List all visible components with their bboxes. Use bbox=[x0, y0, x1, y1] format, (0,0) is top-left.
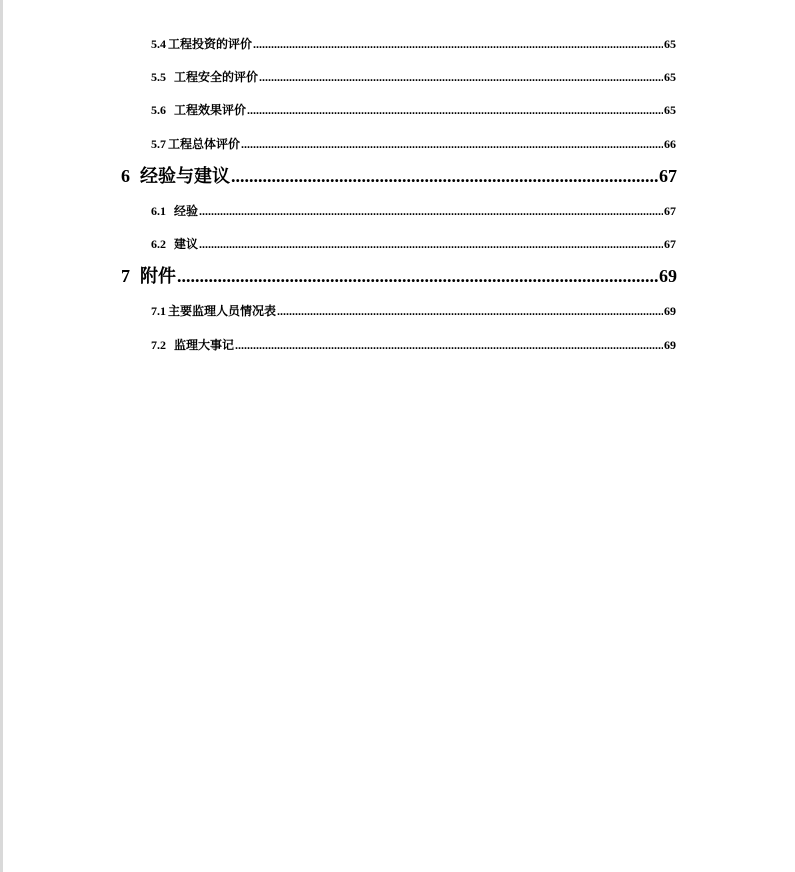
toc-entry-number: 5.6 bbox=[151, 103, 166, 117]
toc-chapter-page: 69 bbox=[659, 266, 677, 286]
toc-entry-page: 69 bbox=[664, 338, 676, 352]
dot-leader bbox=[235, 338, 663, 352]
toc-entry-5-5[interactable] bbox=[151, 70, 676, 84]
dot-leader bbox=[199, 204, 663, 218]
toc-entry-page: 65 bbox=[664, 103, 676, 117]
toc-chapter-title: 经验与建议 bbox=[140, 166, 230, 186]
toc-entry-5-6[interactable] bbox=[151, 103, 676, 117]
toc-entry-page: 66 bbox=[664, 137, 676, 151]
dot-leader bbox=[253, 37, 663, 51]
toc-entry-page: 67 bbox=[664, 237, 676, 251]
toc-entry-7-2[interactable] bbox=[151, 338, 676, 352]
toc-entry-number: 5.5 bbox=[151, 70, 166, 84]
toc-entry-number: 5.7 bbox=[151, 137, 166, 151]
toc-entry-6-1[interactable] bbox=[151, 204, 676, 218]
toc-entry-title: 经验 bbox=[174, 204, 199, 218]
dot-leader bbox=[259, 70, 663, 84]
toc-entry-5-7[interactable] bbox=[151, 137, 676, 151]
toc-entry-title: 工程安全的评价 bbox=[174, 70, 259, 84]
toc-entry-number: 7.2 bbox=[151, 338, 166, 352]
toc-entry-title: 工程投资的评价 bbox=[168, 37, 253, 51]
toc-entry-title: 监理大事记 bbox=[174, 338, 235, 352]
toc-chapter-number: 6 bbox=[121, 166, 130, 186]
dot-leader bbox=[199, 237, 663, 251]
dot-leader bbox=[177, 265, 658, 287]
toc-entry-5-4[interactable] bbox=[151, 37, 676, 51]
dot-leader bbox=[231, 165, 658, 187]
toc-chapter-number: 7 bbox=[121, 266, 130, 286]
toc-chapter-page: 67 bbox=[659, 166, 677, 186]
toc-entry-number: 5.4 bbox=[151, 37, 166, 51]
toc-entry-number: 6.1 bbox=[151, 204, 166, 218]
toc-entry-6-2[interactable] bbox=[151, 237, 676, 251]
toc-chapter-title: 附件 bbox=[140, 266, 176, 286]
toc-entry-title: 主要监理人员情况表 bbox=[168, 304, 277, 318]
toc-entry-title: 工程总体评价 bbox=[168, 137, 241, 151]
toc-entry-page: 65 bbox=[664, 37, 676, 51]
toc-entry-page: 67 bbox=[664, 204, 676, 218]
toc-entry-title: 建议 bbox=[174, 237, 199, 251]
toc-entry-page: 69 bbox=[664, 304, 676, 318]
dot-leader bbox=[241, 137, 663, 151]
dot-leader bbox=[277, 304, 663, 318]
toc-entry-number: 7.1 bbox=[151, 304, 166, 318]
toc-chapter-7[interactable] bbox=[121, 265, 677, 287]
toc-entry-number: 6.2 bbox=[151, 237, 166, 251]
toc-entry-page: 65 bbox=[664, 70, 676, 84]
toc-entry-title: 工程效果评价 bbox=[174, 103, 247, 117]
toc-chapter-6[interactable] bbox=[121, 165, 677, 187]
toc-entry-7-1[interactable] bbox=[151, 304, 676, 318]
dot-leader bbox=[247, 103, 663, 117]
